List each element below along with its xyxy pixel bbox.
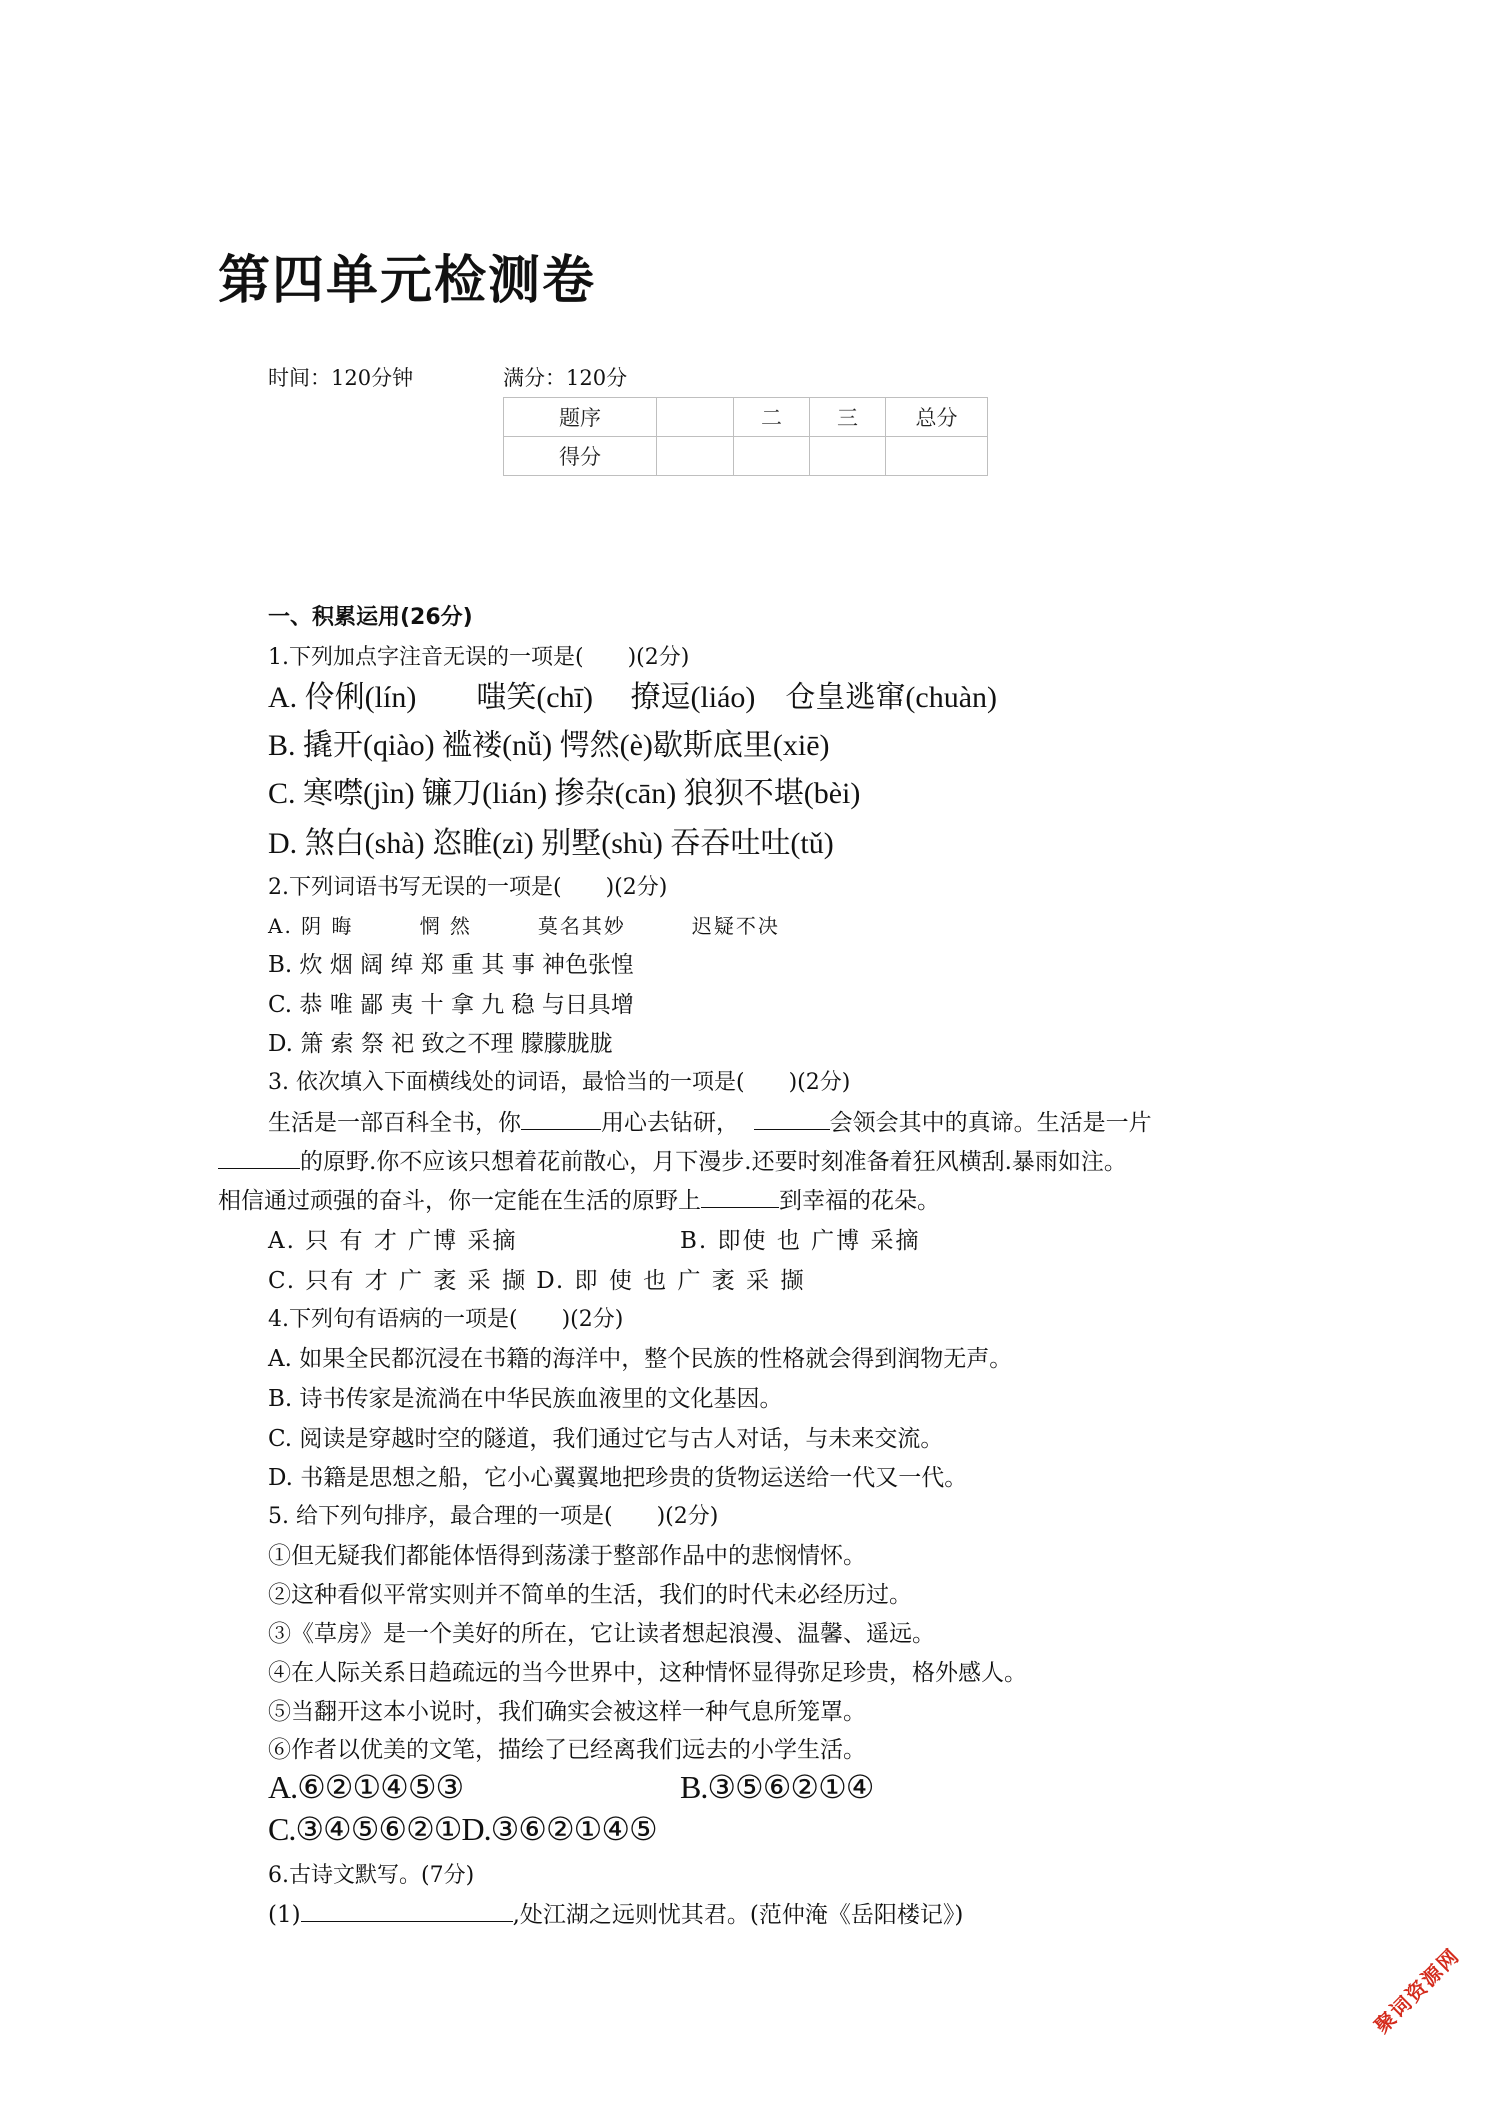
fill-blank[interactable] <box>701 1187 779 1208</box>
q3-passage-line-3 <box>218 1182 940 1215</box>
q1-option-a: A. 伶俐(lín) 嗤笑(chī) 撩逗(liáo) 仓皇逃窜(chuàn) <box>268 681 998 714</box>
q5-option-b: B.③⑤⑥②①④ <box>680 1769 874 1805</box>
q3-option-a: A. 只 有 才 广博 采摘 <box>268 1228 518 1254</box>
score-table-header-row <box>504 398 988 437</box>
q3-text: 相信通过顽强的奋斗，你一定能在生活的原野上 <box>218 1188 701 1214</box>
score-table-header: 三 <box>810 398 886 437</box>
watermark: 聚词资源网 <box>1369 1943 1465 2038</box>
q3-text: 生活是一部百科全书，你 <box>268 1110 521 1136</box>
score-cell[interactable] <box>657 437 734 476</box>
score-table-header: 总分 <box>886 398 988 437</box>
q2-option-d: D. 箫 索 祭 祀 致之不理 朦朦胧胧 <box>268 1031 613 1057</box>
q4-option-b: B. 诗书传家是流淌在中华民族血液里的文化基因。 <box>268 1386 783 1412</box>
fill-blank[interactable] <box>754 1109 830 1130</box>
score-cell[interactable] <box>734 437 810 476</box>
q4-option-c: C. 阅读是穿越时空的隧道，我们通过它与古人对话，与未来交流。 <box>268 1426 944 1452</box>
q1-option-b: B. 撬开(qiào) 褴褛(nǚ) 愕然(è)歇斯底里(xiē) <box>268 729 830 762</box>
question-6-stem: 6.古诗文默写。(7分) <box>268 1863 475 1888</box>
score-cell[interactable] <box>886 437 988 476</box>
fill-blank[interactable] <box>521 1109 601 1130</box>
q5-sentence: ⑤当翻开这本小说时，我们确实会被这样一种气息所笼罩。 <box>268 1699 866 1725</box>
q6-item-number: (1) <box>268 1902 301 1928</box>
q2-option-c: C. 恭 唯 鄙 夷 十 拿 九 稳 与日具增 <box>268 992 634 1018</box>
fill-blank[interactable] <box>301 1901 513 1922</box>
page-title: 第四单元检测卷 <box>218 251 597 311</box>
q3-text: 的原野.你不应该只想着花前散心，月下漫步.还要时刻准备着狂风横刮.暴雨如注。 <box>300 1149 1127 1175</box>
q2-option-a: A. 阴 晦 惘 然 莫名其妙 迟疑不决 <box>268 914 780 938</box>
q6-item-1 <box>268 1896 963 1929</box>
q1-option-c: C. 寒噤(jìn) 镰刀(lián) 掺杂(cān) 狼狈不堪(bèi) <box>268 777 861 810</box>
score-row-label: 得分 <box>504 437 657 476</box>
q3-text: 到幸福的花朵。 <box>779 1188 940 1214</box>
q3-option-b: B. 即使 也 广博 采摘 <box>680 1228 921 1254</box>
score-cell[interactable] <box>810 437 886 476</box>
score-table-header: 题序 <box>504 398 657 437</box>
q3-option-cd: C. 只有 才 广 袤 采 撷 D. 即 使 也 广 袤 采 撷 <box>268 1268 806 1294</box>
question-3-stem: 3. 依次填入下面横线处的词语，最恰当的一项是( )(2分) <box>268 1070 851 1095</box>
q5-sentence: ③《草房》是一个美好的所在，它让读者想起浪漫、温馨、遥远。 <box>268 1621 935 1647</box>
q6-text: ,处江湖之远则忧其君。(范仲淹《岳阳楼记》) <box>512 1902 964 1928</box>
score-table-header: 二 <box>734 398 810 437</box>
question-1-stem: 1.下列加点字注音无误的一项是( )(2分) <box>268 645 690 670</box>
q5-sentence: ⑥作者以优美的文笔，描绘了已经离我们远去的小学生活。 <box>268 1737 866 1763</box>
q4-option-d: D. 书籍是思想之船，它小心翼翼地把珍贵的货物运送给一代又一代。 <box>268 1465 968 1491</box>
q4-option-a: A. 如果全民都沉浸在书籍的海洋中，整个民族的性格就会得到润物无声。 <box>268 1346 1013 1372</box>
score-table-header: 一 <box>657 398 734 437</box>
q5-sentence: ②这种看似平常实则并不简单的生活，我们的时代未必经历过。 <box>268 1582 912 1608</box>
q3-text: 用心去钻研， <box>601 1110 739 1136</box>
q3-passage-line-1 <box>268 1104 1152 1137</box>
question-4-stem: 4.下列句有语病的一项是( )(2分) <box>268 1307 624 1332</box>
q1-option-d: D. 煞白(shà) 恣睢(zì) 别墅(shù) 吞吞吐吐(tǔ) <box>268 827 834 860</box>
question-5-stem: 5. 给下列句排序，最合理的一项是( )(2分) <box>268 1504 719 1529</box>
q3-passage-line-2 <box>218 1143 1127 1176</box>
score-table-score-row <box>504 437 988 476</box>
q5-sentence: ①但无疑我们都能体悟得到荡漾于整部作品中的悲悯情怀。 <box>268 1543 866 1569</box>
score-table <box>503 397 988 476</box>
q5-sentence: ④在人际关系日趋疏远的当今世界中，这种情怀显得弥足珍贵，格外感人。 <box>268 1660 1027 1686</box>
question-2-stem: 2.下列词语书写无误的一项是( )(2分) <box>268 875 668 900</box>
time-limit: 时间：120分钟 <box>268 366 414 390</box>
fill-blank[interactable] <box>218 1148 300 1169</box>
full-score: 满分：120分 <box>503 366 628 390</box>
q2-option-b: B. 炊 烟 阔 绰 郑 重 其 事 神色张惶 <box>268 952 635 978</box>
q3-text: 会领会其中的真谛。生活是一片 <box>829 1110 1152 1136</box>
section-heading: 一、积累运用(26分) <box>268 605 473 630</box>
q5-option-cd: C.③④⑤⑥②①D.③⑥②①④⑤ <box>268 1811 657 1847</box>
q5-option-a: A.⑥②①④⑤③ <box>268 1769 464 1805</box>
